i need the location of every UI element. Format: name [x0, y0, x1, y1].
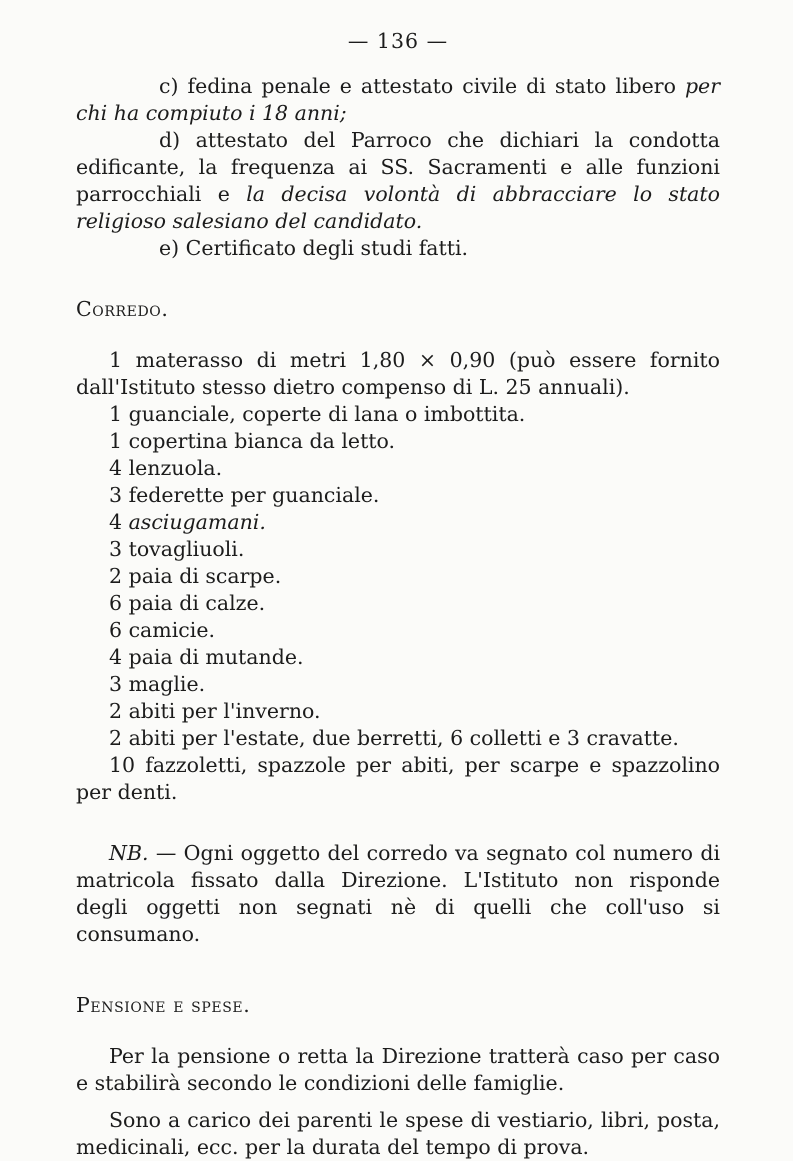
requirement-e-label: e): [159, 236, 180, 260]
list-item: 3 federette per guanciale.: [109, 483, 380, 507]
requirement-c-label: c): [159, 74, 179, 98]
requirement-d-italic: la decisa volontà di abbracciare lo stato religioso salesiano del candidato.: [76, 182, 720, 233]
list-item: 4 asciugamani.: [109, 510, 266, 534]
list-item: 4 lenzuola.: [109, 456, 223, 480]
pensione-paragraph-1: Per la pensione o retta la Direzione tratterà caso per caso e stabilirà secondo le condizioni delle famiglie.: [76, 1044, 720, 1095]
list-item: 3 tovagliuoli.: [109, 537, 245, 561]
list-item: 2 abiti per l'inverno.: [109, 699, 321, 723]
pensione-heading: Pensione e spese.: [76, 993, 251, 1017]
list-item: 10 fazzoletti, spazzole per abiti, per scarpe e spazzolino per denti.: [76, 753, 720, 804]
pensione-paragraph-2: Sono a carico dei parenti le spese di vestiario, libri, posta, medicinali, ecc. per la durata del tempo di prova.: [76, 1108, 720, 1159]
requirement-e-text: Certificato degli studi fatti.: [179, 236, 469, 260]
list-item: 1 materasso di metri 1,80 × 0,90 (può essere fornito dall'Istituto stesso dietro compenso di L. 25 annuali).: [76, 348, 720, 399]
list-item: 2 abiti per l'estate, due berretti, 6 colletti e 3 cravatte.: [109, 726, 679, 750]
list-item: 3 maglie.: [109, 672, 206, 696]
corredo-list: [76, 347, 720, 806]
requirement-d: [76, 127, 720, 235]
requirement-c-text: fedina penale e attestato civile di stato libero: [178, 74, 685, 98]
page-number: — 136 —: [347, 29, 449, 53]
nb-text: — Ogni oggetto del corredo va segnato col numero di matricola fissato dalla Direzione. L'Istituto non risponde degli oggetti non segnati nè di quelli che coll'uso si consumano.: [76, 841, 720, 946]
nb-label: NB.: [109, 841, 149, 865]
requirement-c-italic: per chi ha compiuto i 18 anni;: [76, 74, 720, 125]
requirement-d-text: attestato del Parroco che dichiari la condotta edificante, la frequenza ai SS. Sacramenti e alle funzioni parrocchiali e: [76, 128, 720, 206]
list-item: 1 copertina bianca da letto.: [109, 429, 396, 453]
list-item: 2 paia di scarpe.: [109, 564, 282, 588]
list-item: 4 paia di mutande.: [109, 645, 304, 669]
document-page: [76, 28, 720, 1161]
list-item: 6 paia di calze.: [109, 591, 266, 615]
requirement-d-label: d): [159, 128, 181, 152]
requirement-e: [76, 235, 720, 262]
corredo-heading: Corredo.: [76, 297, 169, 321]
list-item: 6 camicie.: [109, 618, 215, 642]
list-item: 1 guanciale, coperte di lana o imbottita.: [109, 402, 526, 426]
nb-note: [76, 840, 720, 948]
requirement-c: [76, 73, 720, 127]
